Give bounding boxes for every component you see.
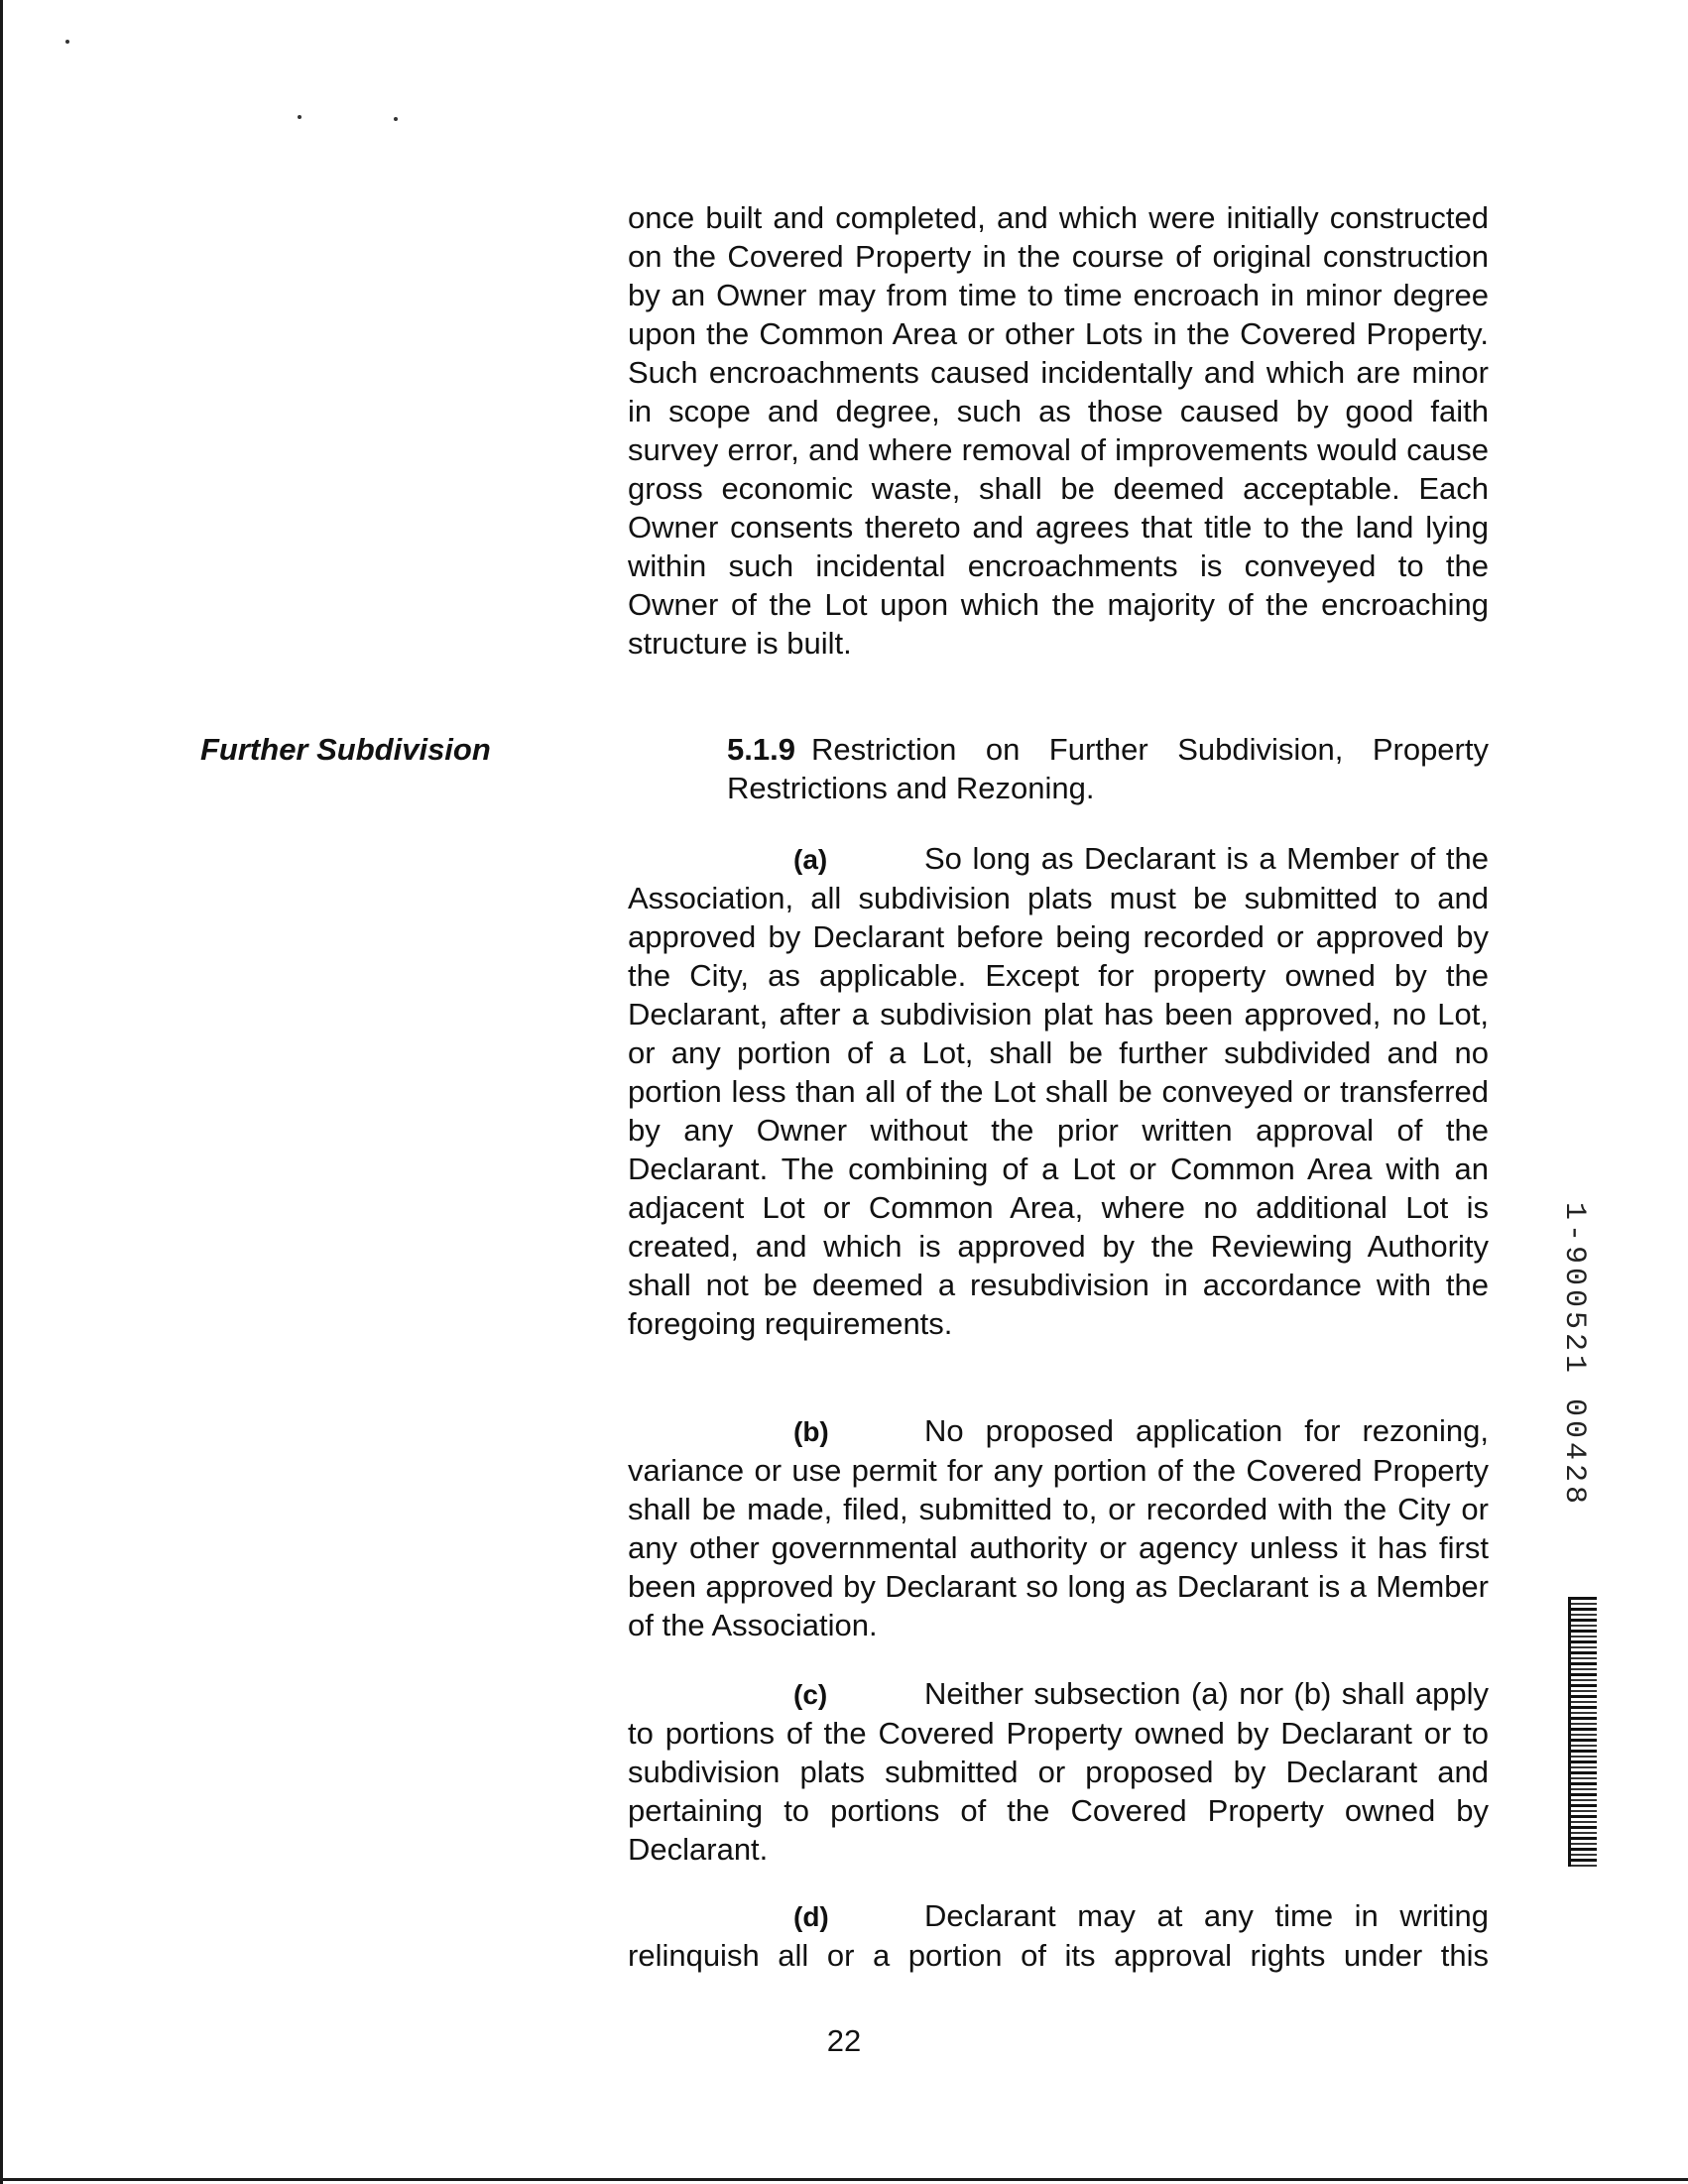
- subsection-label: (d): [793, 1901, 829, 1932]
- subsection-d: [628, 1896, 1489, 1975]
- scan-border-bottom: [0, 2178, 1688, 2181]
- scan-margin-mark: [1568, 1597, 1597, 1867]
- subsection-label: (c): [793, 1679, 828, 1710]
- section-title: Restriction on Further Subdivision, Property Restrictions and Rezoning.: [727, 732, 1489, 805]
- scan-speck: [298, 115, 301, 119]
- section-number: 5.1.9: [727, 732, 795, 767]
- scan-border-left: [0, 0, 3, 2184]
- recording-stamp: 1-900521 00428: [1557, 1202, 1591, 1509]
- subsection-text: Neither subsection (a) nor (b) shall apply to portions of the Covered Property owned by Declarant or to subdivision plats submitted or proposed by Declarant and pertaining to portions of the Covered Property owned by Declarant.: [628, 1676, 1489, 1867]
- scan-speck: [394, 117, 398, 121]
- subsection-b: [628, 1411, 1489, 1644]
- subsection-c: [628, 1674, 1489, 1869]
- subsection-label: (a): [793, 844, 828, 875]
- section-heading: [628, 730, 1489, 807]
- page-number: 22: [826, 2023, 862, 2058]
- scan-speck: [65, 40, 69, 44]
- subsection-label: (b): [793, 1416, 829, 1447]
- margin-heading: Further Subdivision: [200, 732, 491, 767]
- paragraph-text: once built and completed, and which were initially constructed on the Covered Property in the course of original construction by an Owner may from time to time encroach in minor degree upon the Common Area or other Lots in the Covered Property. Such encroachments caused incidentally and which are minor in scope and degree, such as those caused by good faith survey error, and where removal of improvements would cause gross economic waste, shall be deemed acceptable. Each Owner consents thereto and agrees that title to the land lying within such incidental encroachments is conveyed to the Owner of the Lot upon which the majority of the encroaching structure is built.: [628, 200, 1489, 661]
- subsection-text: So long as Declarant is a Member of the Association, all subdivision plats must be submitted to and approved by Declarant before being recorded or approved by the City, as applicable. Except for property owned by the Declarant, after a subdivision plat has been approved, no Lot, or any portion of a Lot, shall be further subdivided and no portion less than all of the Lot shall be conveyed or transferred by any Owner without the prior written approval of the Declarant. The combining of a Lot or Common Area with an adjacent Lot or Common Area, where no additional Lot is created, and which is approved by the Reviewing Authority shall not be deemed a resubdivision in accordance with the foregoing requirements.: [628, 841, 1489, 1341]
- subsection-a: [628, 839, 1489, 1343]
- subsection-text: No proposed application for rezoning, variance or use permit for any portion of the Covered Property shall be made, filed, submitted to, or recorded with the City or any other governmental authority or agency unless it has first been approved by Declarant so long as Declarant is a Member of the Association.: [628, 1413, 1489, 1642]
- subsection-text: Declarant may at any time in writing relinquish all or a portion of its approval rights under this: [628, 1898, 1489, 1973]
- continuation-paragraph: [628, 198, 1489, 663]
